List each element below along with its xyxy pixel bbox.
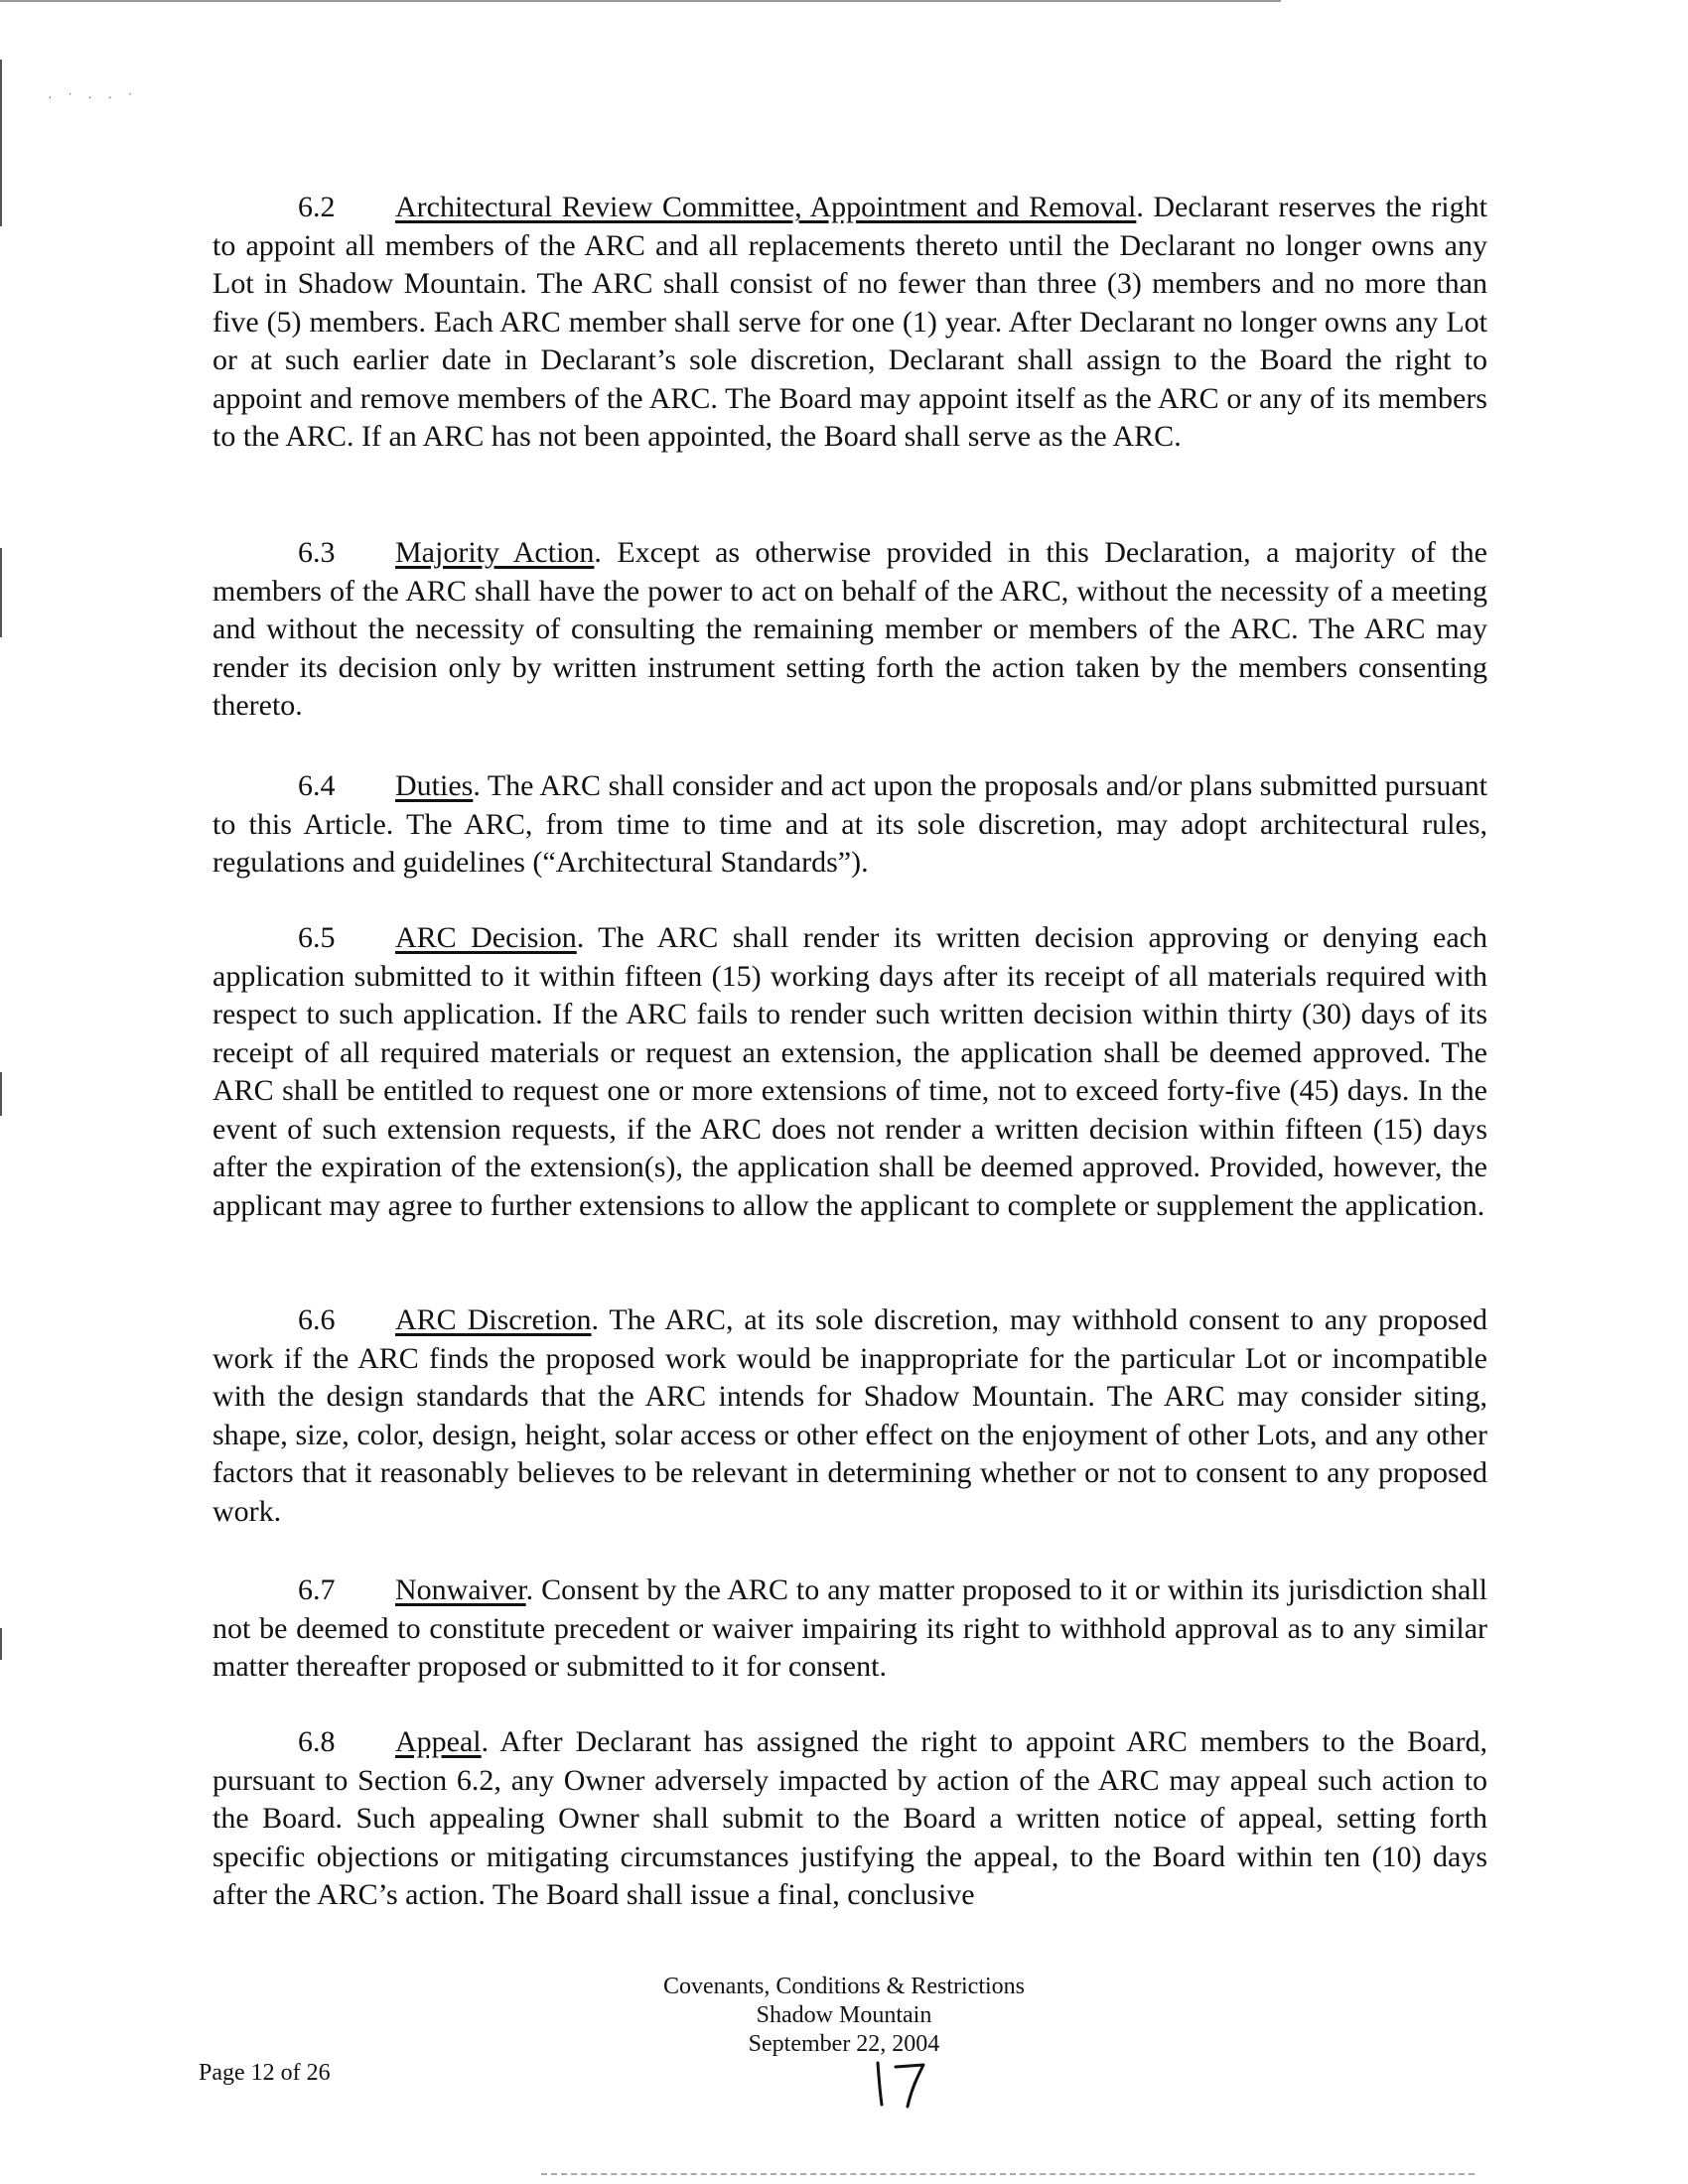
section-heading: Majority Action — [395, 536, 595, 569]
section-6-6 — [212, 1301, 1487, 1531]
footer-date: September 22, 2004 — [748, 2031, 940, 2057]
section-number: 6.5 — [298, 921, 336, 954]
section-heading: ARC Discretion — [395, 1303, 592, 1336]
section-number: 6.4 — [298, 769, 336, 802]
section-heading: Nonwaiver — [395, 1573, 526, 1606]
section-text: . Consent by the ARC to any matter proposed to it or within its jurisdiction shall not be deemed to constitute precedent or waiver impairing its right to withhold approval as to any similar matter thereafter proposed or submitted to it for consent. — [212, 1573, 1487, 1683]
scan-edge-mark — [0, 548, 2, 637]
scan-border-top — [0, 0, 1281, 2]
document-footer — [496, 1973, 1192, 2059]
handwritten-page-mark — [868, 2053, 937, 2117]
section-text: . The ARC shall render its written decision approving or denying each application submitted to it within fifteen (15) working days after its receipt of all materials required with respect to such application. If the ARC fails to render such written decision within thirty (30) days of its receipt of all required materials or request an extension, the application shall be deemed approved. The ARC shall be entitled to request one or more extensions of time, not to exceed forty-five (45) days. In the event of such extension requests, if the ARC does not render a written decision within fifteen (15) days after the expiration of the extension(s), the application shall be deemed approved. Provided, however, the applicant may agree to further extensions to allow the applicant to complete or supplement the application. — [212, 921, 1487, 1222]
section-text: . Declarant reserves the right to appoint all members of the ARC and all replacements thereto until the Declarant no longer owns any Lot in Shadow Mountain. The ARC shall consist of no fewer than three (3) members and no more than five (5) members. Each ARC member shall serve for one (1) year. After Declarant no longer owns any Lot or at such earlier date in Declarant’s sole discretion, Declarant shall assign to the Board the right to appoint and remove members of the ARC. The Board may appoint itself as the ARC or any of its members to the ARC. If an ARC has not been appointed, the Board shall serve as the ARC. — [212, 191, 1487, 453]
handwritten-17-drawing — [868, 2053, 937, 2113]
section-number: 6.7 — [298, 1573, 336, 1606]
section-heading: Architectural Review Committee, Appointment and Removal — [395, 191, 1137, 223]
section-6-7 — [212, 1571, 1487, 1687]
section-text: . Except as otherwise provided in this Declaration, a majority of the members of the ARC shall have the power to act on behalf of the ARC, without the necessity of a meeting and without the necessity of consulting the remaining member or members of the ARC. The ARC may render its decision only by written instrument setting forth the action taken by the members consenting thereto. — [212, 536, 1487, 722]
footer-title: Covenants, Conditions & Restrictions — [663, 1974, 1025, 1999]
section-heading: ARC Decision — [395, 921, 577, 954]
section-text: . After Declarant has assigned the right to appoint ARC members to the Board, pursuant to Section 6.2, any Owner adversely impacted by action of the ARC may appeal such action to the Board. Such appealing Owner shall submit to the Board a written notice of appeal, setting forth specific objections or mitigating circumstances justifying the appeal, to the Board within ten (10) days after the ARC’s action. The Board shall issue a final, conclusive — [212, 1725, 1487, 1911]
section-number: 6.8 — [298, 1725, 336, 1758]
section-6-3 — [212, 534, 1487, 726]
section-number: 6.6 — [298, 1303, 336, 1336]
footer-project: Shadow Mountain — [756, 2002, 932, 2028]
scan-speck: · ˙ · · ˙ — [48, 91, 139, 106]
scan-edge-mark — [0, 60, 2, 226]
section-6-8 — [212, 1723, 1487, 1915]
section-heading: Appeal — [395, 1725, 482, 1758]
section-number: 6.3 — [298, 536, 336, 569]
section-6-2 — [212, 189, 1487, 457]
scan-edge-mark — [0, 1072, 2, 1116]
scan-edge-mark — [0, 1628, 2, 1660]
section-number: 6.2 — [298, 191, 336, 223]
scan-border-bottom — [541, 2173, 1475, 2176]
section-text: . The ARC shall consider and act upon the proposals and/or plans submitted pursuant to this Article. The ARC, from time to time and at its sole discretion, may adopt architectural rules, regulations and guidelines (“Architectural Standards”). — [212, 769, 1487, 879]
section-text: . The ARC, at its sole discretion, may withhold consent to any proposed work if the ARC finds the proposed work would be inappropriate for the particular Lot or incompatible with the design standards that the ARC intends for Shadow Mountain. The ARC may consider siting, shape, size, color, design, height, solar access or other effect on the enjoyment of other Lots, and any other factors that it reasonably believes to be relevant in determining whether or not to consent to any proposed work. — [212, 1303, 1488, 1528]
page-number: Page 12 of 26 — [199, 2060, 331, 2086]
section-6-5 — [212, 919, 1487, 1225]
section-6-4 — [212, 767, 1487, 883]
section-heading: Duties — [395, 769, 474, 802]
